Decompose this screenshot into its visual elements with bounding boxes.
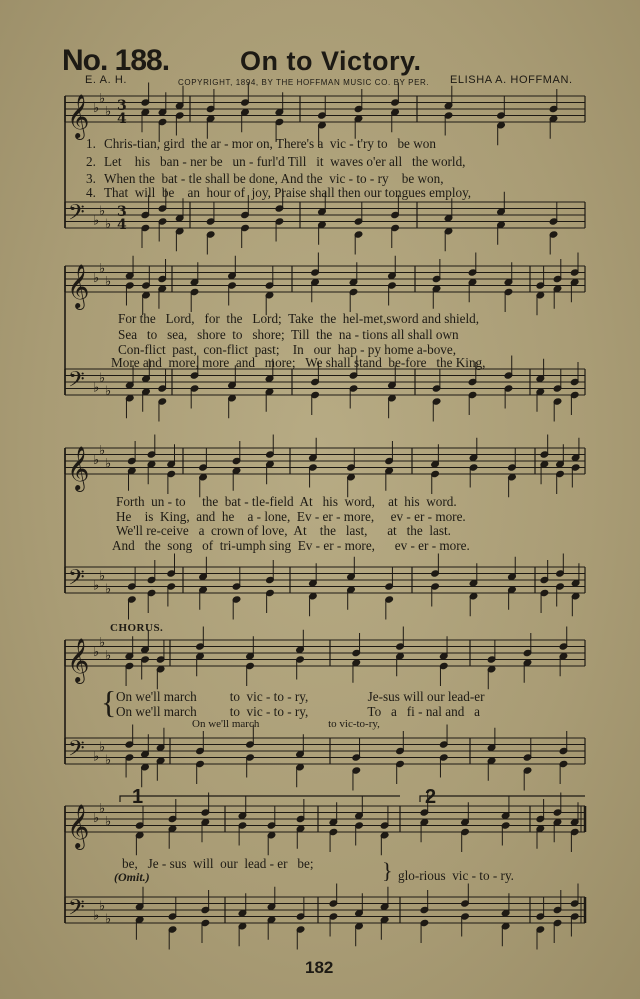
verse-3-line: 3. When the bat - tle shall be done, And the vic - to - ry be won, xyxy=(86,171,444,186)
flat-sign: ♭ xyxy=(99,261,106,277)
flat-sign: ♭ xyxy=(93,271,100,286)
system2-lyric-2: Sea to sea, shore to shore; Till the na - tions all shall own xyxy=(118,327,459,342)
page-number: 182 xyxy=(305,958,334,977)
system2-lyric-1: For the Lord, for the Lord; Take the hel-met,sword and shield, xyxy=(118,311,480,326)
flat-sign: ♭ xyxy=(105,752,112,768)
flat-sign: ♭ xyxy=(99,801,106,817)
flat-sign: ♭ xyxy=(99,443,106,459)
bass-clef: 𝄢 xyxy=(68,895,85,926)
flat-sign: ♭ xyxy=(105,104,112,120)
hymn-number: No. 188. xyxy=(62,44,170,77)
flat-sign: ♭ xyxy=(93,453,100,468)
flat-sign: ♭ xyxy=(105,274,112,290)
treble-clef: 𝄞 xyxy=(67,94,90,138)
lyricist-initials: E. A. H. xyxy=(85,74,128,86)
flat-sign: ♭ xyxy=(93,101,100,116)
flat-sign: ♭ xyxy=(99,91,106,107)
verse-4-line: 4. That will be an hour of joy, Praise shall then our tongues employ, xyxy=(86,185,472,200)
system5-lyric: be, Je - sus will our lead - er be; xyxy=(122,856,314,871)
chorus-brace: { xyxy=(101,684,117,720)
system2-lyric-3: Con-flict past, con-flict past; In our hap - py home a-bove, xyxy=(118,342,457,357)
system3-lyric-2: He is King, and he a - lone, Ev - er - more, ev - er - more. xyxy=(116,509,466,524)
flat-sign: ♭ xyxy=(93,908,100,924)
flat-sign: ♭ xyxy=(105,383,112,399)
flat-sign: ♭ xyxy=(105,648,112,664)
bass-clef: 𝄢 xyxy=(68,736,85,767)
treble-clef: 𝄞 xyxy=(67,638,90,682)
time-sig-bottom: 4 xyxy=(117,111,127,127)
flat-sign: ♭ xyxy=(99,203,106,219)
flat-sign: ♭ xyxy=(93,749,100,765)
flat-sign: ♭ xyxy=(105,911,112,927)
omit-note: (Omit.) xyxy=(114,870,150,884)
second-ending-bracket xyxy=(420,796,585,802)
flat-sign: ♭ xyxy=(93,578,100,594)
first-ending-marker: 1 xyxy=(132,786,144,808)
treble-clef: 𝄞 xyxy=(67,446,90,490)
chorus-bass-lyric: On we'll march to vic-to-ry, xyxy=(192,718,380,730)
flat-sign: ♭ xyxy=(105,814,112,830)
treble-clef: 𝄞 xyxy=(67,264,90,308)
flat-sign: ♭ xyxy=(93,645,100,660)
verse-2-line: 2. Let his ban - ner be un - furl'd Till it waves o'er all the world, xyxy=(86,154,466,169)
flat-sign: ♭ xyxy=(93,811,100,826)
system5-brace: } xyxy=(382,858,393,883)
treble-clef: 𝄞 xyxy=(67,804,90,848)
time-sig-top: 3 xyxy=(117,204,127,220)
hymn-title: On to Victory. xyxy=(240,46,422,76)
system3-lyric-3: We'll re-ceive a crown of love, At the last, at the last. xyxy=(116,523,451,538)
second-ending-marker: 2 xyxy=(425,786,437,808)
system5-lyric-2: glo-rious vic - to - ry. xyxy=(398,868,514,883)
flat-sign: ♭ xyxy=(99,635,106,651)
flat-sign: ♭ xyxy=(99,568,106,584)
chorus-lyric-1: On we'll march to vic - to - ry, Je-sus will our lead-er xyxy=(116,689,485,704)
flat-sign: ♭ xyxy=(99,370,106,386)
bass-clef: 𝄢 xyxy=(68,565,85,596)
bass-clef: 𝄢 xyxy=(68,200,85,231)
system2-lyric-4: More and more, more and more; We shall stand be-fore the King, xyxy=(111,355,486,370)
time-sig-bottom: 4 xyxy=(117,217,127,233)
copyright-notice: COPYRIGHT, 1894, BY THE HOFFMAN MUSIC CO. BY PER. xyxy=(178,78,430,87)
flat-sign: ♭ xyxy=(93,213,100,229)
system3-lyric-4: And the song of tri-umph sing Ev - er - more, ev - er - more. xyxy=(112,538,470,553)
verse-1-line: 1. Chris-tian, gird the ar - mor on, There's a vic - t'ry to be won xyxy=(86,136,436,151)
flat-sign: ♭ xyxy=(105,216,112,232)
flat-sign: ♭ xyxy=(99,898,106,914)
flat-sign: ♭ xyxy=(105,456,112,472)
flat-sign: ♭ xyxy=(93,380,100,396)
chorus-lyric-2: On we'll march to vic - to - ry, To a fi - nal and a xyxy=(116,704,481,719)
bass-clef: 𝄢 xyxy=(68,367,85,398)
chorus-label: CHORUS. xyxy=(110,622,164,634)
flat-sign: ♭ xyxy=(105,581,112,597)
time-sig-top: 3 xyxy=(117,98,127,114)
composer-name: ELISHA A. HOFFMAN. xyxy=(450,74,573,86)
first-ending-bracket xyxy=(120,796,400,802)
flat-sign: ♭ xyxy=(99,739,106,755)
system3-lyric-1: Forth un - to the bat - tle-field At his word, at his word. xyxy=(116,494,457,509)
